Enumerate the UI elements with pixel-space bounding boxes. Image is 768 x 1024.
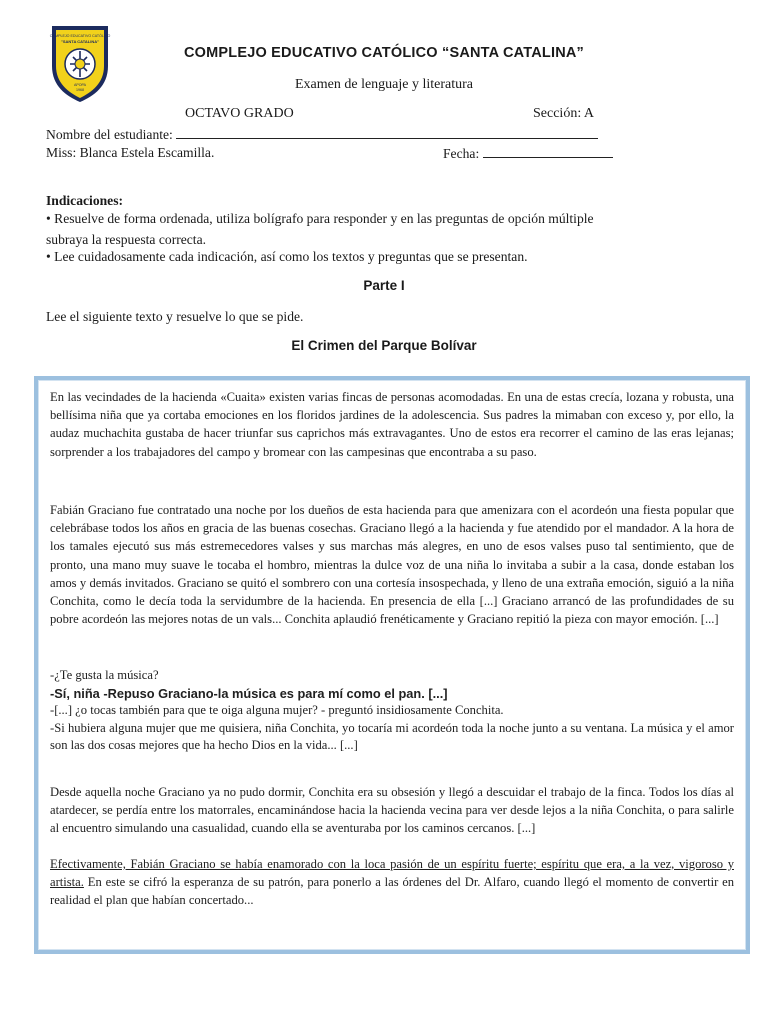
story-paragraph-3 <box>50 783 734 838</box>
school-name: COMPLEJO EDUCATIVO CATÓLICO “SANTA CATALINA” <box>183 45 585 61</box>
story-paragraph-1 <box>50 388 734 461</box>
story-dialogue <box>50 667 734 755</box>
instruction-item-1-line-2: subraya la respuesta correcta. <box>46 232 207 247</box>
paragraph-text: En las vecindades de la hacienda «Cuaita» existen varias fincas de personas acomodadas. En una de estas crecía, lozana y robusta, una bellísima niña que ya cortaba emociones en los floridos jardines de la adolescencia. Sus padres la mimaban con exceso y, por ello, la audaz muchachita gustaba de hacer triunfar sus caprichos más extravagantes. Uno de estos era recorrer el camino de las eras lejanas; sorprender a los trabajadores del campo y bromear con las campesinas que encontraba a su paso. <box>50 390 734 459</box>
story-title: El Crimen del Parque Bolívar <box>291 338 477 353</box>
student-name-row <box>46 126 598 143</box>
instructions-heading: Indicaciones: <box>46 193 124 208</box>
paragraph-text: En este se cifró la esperanza de su patrón, para ponerlo a las órdenes del Dr. Alfaro, cuando llegó el momento de convertir en realidad el plan que habían concertado... <box>50 875 734 908</box>
dialogue-line-2: -Sí, niña -Repuso Graciano-la música es para mí como el pan. [...] <box>50 685 448 701</box>
story-box <box>34 376 750 954</box>
date-row <box>443 145 613 162</box>
logo-year: 1968 <box>76 88 84 92</box>
logo-name: "SANTA CATALINA" <box>60 39 100 44</box>
story-paragraph-4 <box>50 855 734 910</box>
paragraph-text: Fabián Graciano fue contratado una noche por los dueños de esta hacienda para que amenizara con el acordeón una fiesta popular que celebrábase todos los años en gracia de las buenas cosechas. Graciano llegó a la hacienda y fue atendido por el mandador. A la hora de los tamales ejecutó sus más estremecedores valses y sus marchas más alegres, en uno de esos valses puso tal sentimiento, que de pronto, una mano muy suave le tocaba el hombro, mientras la dulce voz de una niña lo invitaba a subir a la casa, donde estaban los amos y demás invitados. Graciano se quitó el sombrero con una cortesía insospechada, y lleno de una extraña emoción, siguió a la niña Conchita, como le decía toda la servidumbre de la hacienda. En presencia de ella [...] Graciano arrancó de las profundidades de su pobre acordeón las mejores notas de un vals... Conchita aplaudió frenéticamente y Graciano repitió la pieza con mayor emoción. [...] <box>50 503 734 627</box>
story-paragraph-2 <box>50 501 734 628</box>
dialogue-line-3: -[...] ¿o tocas también para que te oiga alguna mujer? - preguntó insidiosamente Conchita. <box>50 703 504 717</box>
exam-title: Examen de lenguaje y literatura <box>294 77 474 92</box>
grade-label: OCTAVO GRADO <box>185 106 294 121</box>
teacher-name: Miss: Blanca Estela Escamilla. <box>46 145 215 160</box>
part-title: Parte I <box>363 278 405 293</box>
logo-top-text: COMPLEJO EDUCATIVO CATÓLICO <box>49 34 111 38</box>
reading-prompt: Lee el siguiente texto y resuelve lo que se pide. <box>46 309 304 324</box>
underlined-passage: Efectivamente, Fabián Graciano se había enamorado con la loca pasión de un espíritu fuerte; espíritu que era, a la vez, vigoroso y artista. <box>50 857 734 890</box>
dialogue-line-4: -Si hubiera alguna mujer que me quisiera, niña Conchita, yo tocaría mi acordeón toda la noche junto a su ventana. La música y el amor son las dos cosas mejores que ha hecho Dios en la vida... [...] <box>50 720 734 752</box>
student-name-field[interactable] <box>176 126 598 139</box>
date-field[interactable] <box>483 145 613 158</box>
date-label: Fecha: <box>443 146 480 161</box>
instruction-item-2: • Lee cuidadosamente cada indicación, así como los textos y preguntas que se presentan. <box>46 249 528 264</box>
paragraph-text: Desde aquella noche Graciano ya no pudo dormir, Conchita era su obsesión y llegó a descuidar el trabajo de la finca. Todos los días al atardecer, se perdía entre los matorrales, encaminándose hacia la hacienda vecina para ver desde lejos a la niña Conchita, o para salirle al encuentro simulando una casualidad, cuando ella se aventuraba por los caminos cercanos. [...] <box>50 785 734 836</box>
dialogue-line-1: -¿Te gusta la música? <box>50 668 159 682</box>
student-name-label: Nombre del estudiante: <box>46 127 173 142</box>
instruction-item-1-line-1: • Resuelve de forma ordenada, utiliza bolígrafo para responder y en las preguntas de opción múltiple <box>46 211 594 226</box>
section-label: Sección: A <box>533 106 595 121</box>
logo-bottom-text: APOPA <box>73 83 87 87</box>
